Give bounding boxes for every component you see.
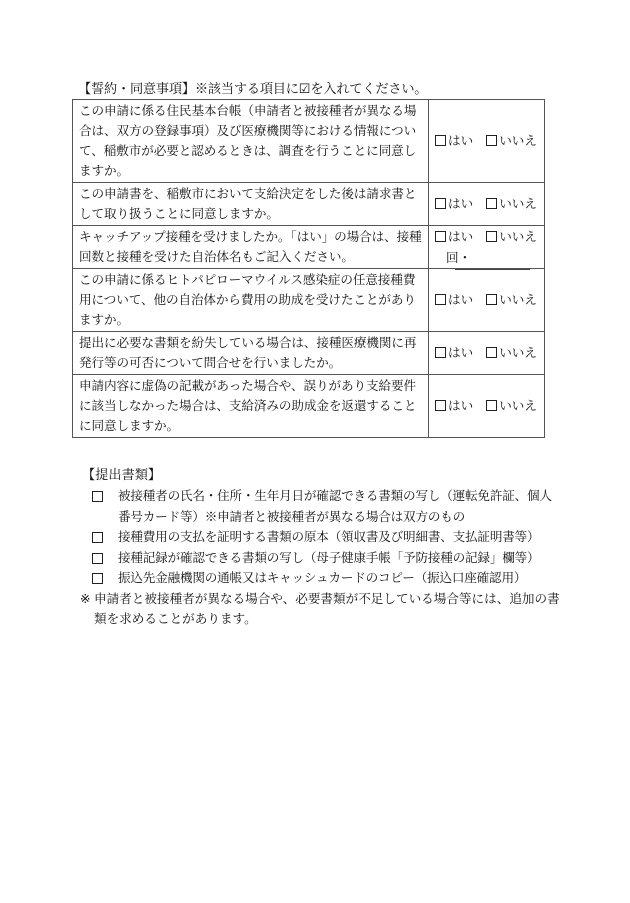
documents-heading: 【提出書類】 <box>82 468 162 483</box>
no-option[interactable] <box>486 227 537 247</box>
no-checkbox[interactable] <box>486 400 497 411</box>
yes-label: はい <box>448 398 474 413</box>
yes-option[interactable] <box>435 131 473 151</box>
no-option[interactable] <box>486 194 537 214</box>
documents-note <box>72 589 562 630</box>
yes-checkbox[interactable] <box>435 400 446 411</box>
yes-option[interactable] <box>435 194 473 214</box>
consent-answer <box>429 332 545 375</box>
no-option[interactable] <box>486 131 537 151</box>
yes-checkbox[interactable] <box>435 135 446 146</box>
yes-checkbox[interactable] <box>435 231 446 242</box>
document-checkbox[interactable] <box>92 491 103 502</box>
yes-option[interactable] <box>435 227 473 247</box>
document-item[interactable] <box>72 568 562 589</box>
consent-row <box>73 269 545 332</box>
yes-option[interactable] <box>435 396 473 416</box>
no-checkbox[interactable] <box>486 198 497 209</box>
consent-question: 提出に必要な書類を紛失している場合は、接種医療機関に再発行等の可否について問合せを行いましたか。 <box>73 332 429 375</box>
consent-question: この申請書を、稲敷市において支給決定をした後は請求書として取り扱うことに同意しますか。 <box>73 183 429 226</box>
documents-list <box>72 486 562 630</box>
yes-option[interactable] <box>435 343 473 363</box>
document-item-text: 接種記録が確認できる書類の写し（母子健康手帳「予防接種の記録」欄等） <box>118 549 540 565</box>
document-item[interactable] <box>72 548 562 569</box>
no-label: いいえ <box>499 292 537 307</box>
document-item[interactable] <box>72 486 562 527</box>
consent-answer <box>429 226 545 269</box>
consent-answer <box>429 269 545 332</box>
consent-answer <box>429 100 545 183</box>
no-label: いいえ <box>499 196 537 211</box>
no-option[interactable] <box>486 290 537 310</box>
consent-row <box>73 226 545 269</box>
consent-row <box>73 183 545 226</box>
consent-question: 申請内容に虚偽の記載があった場合や、誤りがあり支給要件に該当しなかった場合は、支給済みの助成金を返還することに同意しますか。 <box>73 375 429 438</box>
times-underline <box>455 269 530 270</box>
consent-question: この申請に係る住民基本台帳（申請者と被接種者が異なる場合は、双方の登録事項）及び医療機関等における情報について、稲敷市が必要と認めるときは、調査を行うことに同意しますか。 <box>73 100 429 183</box>
yes-label: はい <box>448 292 474 307</box>
catch-up-times-field[interactable] <box>435 248 544 268</box>
document-checkbox[interactable] <box>92 532 103 543</box>
note-text: 申請者と被接種者が異なる場合や、必要書類が不足している場合等には、追加の書類を求めることがあります。 <box>94 590 560 626</box>
document-item-text: 被接種者の氏名・住所・生年月日が確認できる書類の写し（運転免許証、個人番号カード等）※申請者と被接種者が異なる場合は双方のもの <box>118 488 552 524</box>
consent-row <box>73 100 545 183</box>
yes-checkbox[interactable] <box>435 347 446 358</box>
yes-label: はい <box>448 133 474 148</box>
consent-row <box>73 375 545 438</box>
no-checkbox[interactable] <box>486 347 497 358</box>
consent-question: この申請に係るヒトパピローマウイルス感染症の任意接種費用について、他の自治体から費用の助成を受けたことがありますか。 <box>73 269 429 332</box>
yes-checkbox[interactable] <box>435 198 446 209</box>
no-label: いいえ <box>499 398 537 413</box>
consent-table <box>72 99 545 438</box>
no-label: いいえ <box>499 133 537 148</box>
no-option[interactable] <box>486 396 537 416</box>
yes-checkbox[interactable] <box>435 294 446 305</box>
no-checkbox[interactable] <box>486 294 497 305</box>
consent-row <box>73 332 545 375</box>
yes-label: はい <box>448 196 474 211</box>
yes-label: はい <box>448 345 474 360</box>
yes-option[interactable] <box>435 290 473 310</box>
no-label: いいえ <box>499 345 537 360</box>
yes-label: はい <box>448 228 474 244</box>
no-checkbox[interactable] <box>486 231 497 242</box>
document-item-text: 振込先金融機関の通帳又はキャッシュカードのコピー（振込口座確認用） <box>118 570 527 585</box>
document-item-text: 接種費用の支払を証明する書類の原本（領収書及び明細書、支払証明書等） <box>118 529 540 544</box>
consent-question: キャッチアップ接種を受けましたか。「はい」の場合は、接種回数と接種を受けた自治体名もご記入ください。 <box>73 226 429 269</box>
note-mark: ※ <box>80 590 91 606</box>
document-checkbox[interactable] <box>92 573 103 584</box>
document-checkbox[interactable] <box>92 553 103 564</box>
consent-answer <box>429 183 545 226</box>
no-option[interactable] <box>486 343 537 363</box>
document-item[interactable] <box>72 527 562 548</box>
no-label: いいえ <box>499 228 537 244</box>
no-checkbox[interactable] <box>486 135 497 146</box>
consent-answer <box>429 375 545 438</box>
consent-heading: 【誓約・同意事項】※該当する項目に☑を入れてください。 <box>78 82 428 97</box>
times-label: 回・ <box>446 249 472 265</box>
